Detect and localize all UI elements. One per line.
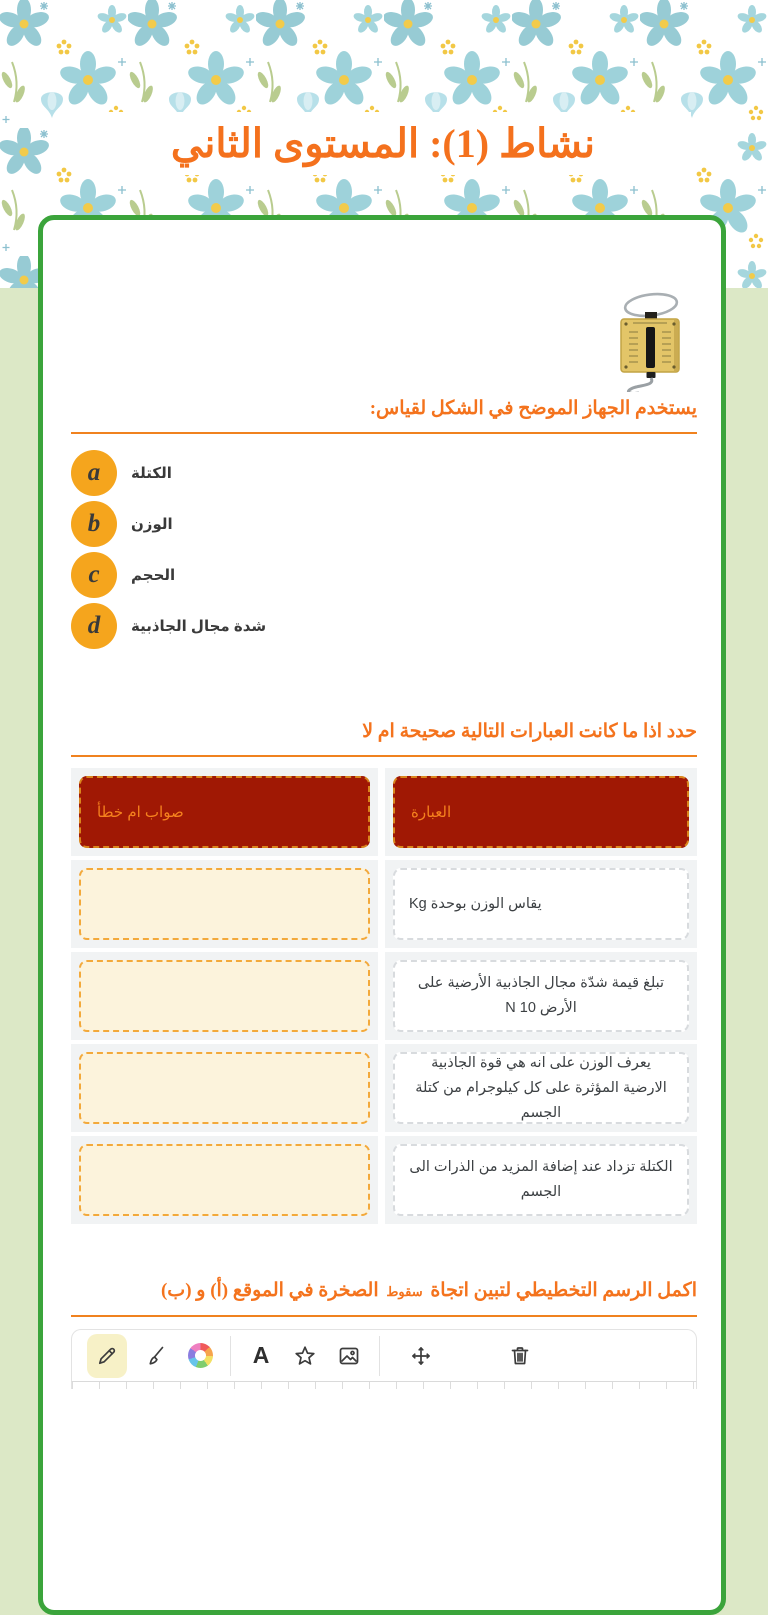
- star-shape-button[interactable]: [290, 1334, 320, 1378]
- divider: [71, 1315, 697, 1317]
- option-c-label: الحجم: [131, 567, 176, 584]
- statement-3: يعرف الوزن على انه هي قوة الجاذبية الارضية المؤثرة على كل كيلوجرام من كتلة الجسم: [393, 1052, 689, 1124]
- brush-tool-button[interactable]: [141, 1334, 171, 1378]
- drawing-canvas[interactable]: [71, 1381, 697, 1389]
- question3-prompt-lead: اكمل الرسم التخطيطي لتبين اتجاة: [430, 1280, 697, 1301]
- toolbar-divider: [230, 1336, 231, 1376]
- question2-prompt: حدد اذا ما كانت العبارات التالية صحيحة ام لا: [362, 721, 697, 742]
- question1-options: [71, 450, 697, 649]
- option-d-label: شدة مجال الجاذبية: [131, 618, 267, 635]
- question3-prompt-tail: الصخرة في الموقع (أ) و (ب): [160, 1280, 379, 1301]
- option-d[interactable]: [71, 603, 697, 649]
- option-b-circle: [71, 501, 117, 547]
- answer-dropzone-4[interactable]: [79, 1144, 370, 1216]
- answer-column-header: صواب ام خطأ: [79, 776, 370, 848]
- worksheet-card: [38, 215, 726, 1615]
- star-icon: [293, 1344, 317, 1368]
- page-title: نشاط (1): المستوى الثاني: [170, 120, 596, 166]
- table-row: [385, 952, 697, 1040]
- answer-dropzone-1[interactable]: [79, 868, 370, 940]
- table-row: [385, 1044, 697, 1132]
- table-row: [385, 860, 697, 948]
- insert-image-button[interactable]: [334, 1334, 364, 1378]
- answer-dropzone-2[interactable]: [79, 960, 370, 1032]
- true-false-table: [71, 768, 697, 1224]
- table-row: [71, 860, 378, 948]
- toolbar-divider: [379, 1336, 380, 1376]
- question3-prompt-small: سقوط: [386, 1284, 423, 1299]
- brush-icon: [144, 1344, 168, 1368]
- option-d-circle: [71, 603, 117, 649]
- option-b-letter: b: [87, 510, 101, 537]
- image-icon: [337, 1344, 361, 1368]
- color-wheel-icon: [188, 1343, 213, 1368]
- option-c[interactable]: [71, 552, 697, 598]
- delete-tool-button[interactable]: [505, 1334, 535, 1378]
- statement-column-header: العبارة: [393, 776, 689, 848]
- option-d-letter: d: [87, 612, 101, 639]
- move-icon: [409, 1344, 433, 1368]
- text-tool-button[interactable]: [246, 1334, 276, 1378]
- question3-prompt: [71, 1278, 697, 1305]
- option-a-label: الكتلة: [131, 465, 172, 482]
- text-tool-icon: A: [252, 1342, 270, 1368]
- divider: [71, 432, 697, 434]
- option-a[interactable]: [71, 450, 697, 496]
- table-header-cell: [71, 768, 378, 856]
- pencil-icon: [95, 1344, 119, 1368]
- color-picker-button[interactable]: [185, 1334, 215, 1378]
- table-row: [71, 1136, 378, 1224]
- move-tool-button[interactable]: [406, 1334, 436, 1378]
- table-row: [71, 1044, 378, 1132]
- option-a-circle: [71, 450, 117, 496]
- spring-scale-image: [613, 292, 687, 392]
- trash-icon: [508, 1344, 532, 1368]
- statement-1: يقاس الوزن بوحدة Kg: [393, 868, 689, 940]
- divider: [71, 755, 697, 757]
- option-c-circle: [71, 552, 117, 598]
- table-header-cell: [385, 768, 697, 856]
- statement-4: الكتلة تزداد عند إضافة المزيد من الذرات الى الجسم: [393, 1144, 689, 1216]
- drawing-toolbar: [71, 1329, 697, 1381]
- table-row: [385, 1136, 697, 1224]
- option-b-label: الوزن: [131, 516, 173, 533]
- pencil-tool-button[interactable]: [87, 1334, 127, 1378]
- answer-dropzone-3[interactable]: [79, 1052, 370, 1124]
- option-b[interactable]: [71, 501, 697, 547]
- option-a-letter: a: [87, 459, 101, 486]
- worksheet-title-banner: [75, 112, 691, 175]
- question1-figure: [71, 292, 687, 392]
- statement-2: تبلغ قيمة شدّة مجال الجاذبية الأرضية على الأرض N 10: [393, 960, 689, 1032]
- question1-prompt: يستخدم الجهاز الموضح في الشكل لقياس:: [369, 398, 697, 419]
- option-c-letter: c: [88, 561, 100, 588]
- table-row: [71, 952, 378, 1040]
